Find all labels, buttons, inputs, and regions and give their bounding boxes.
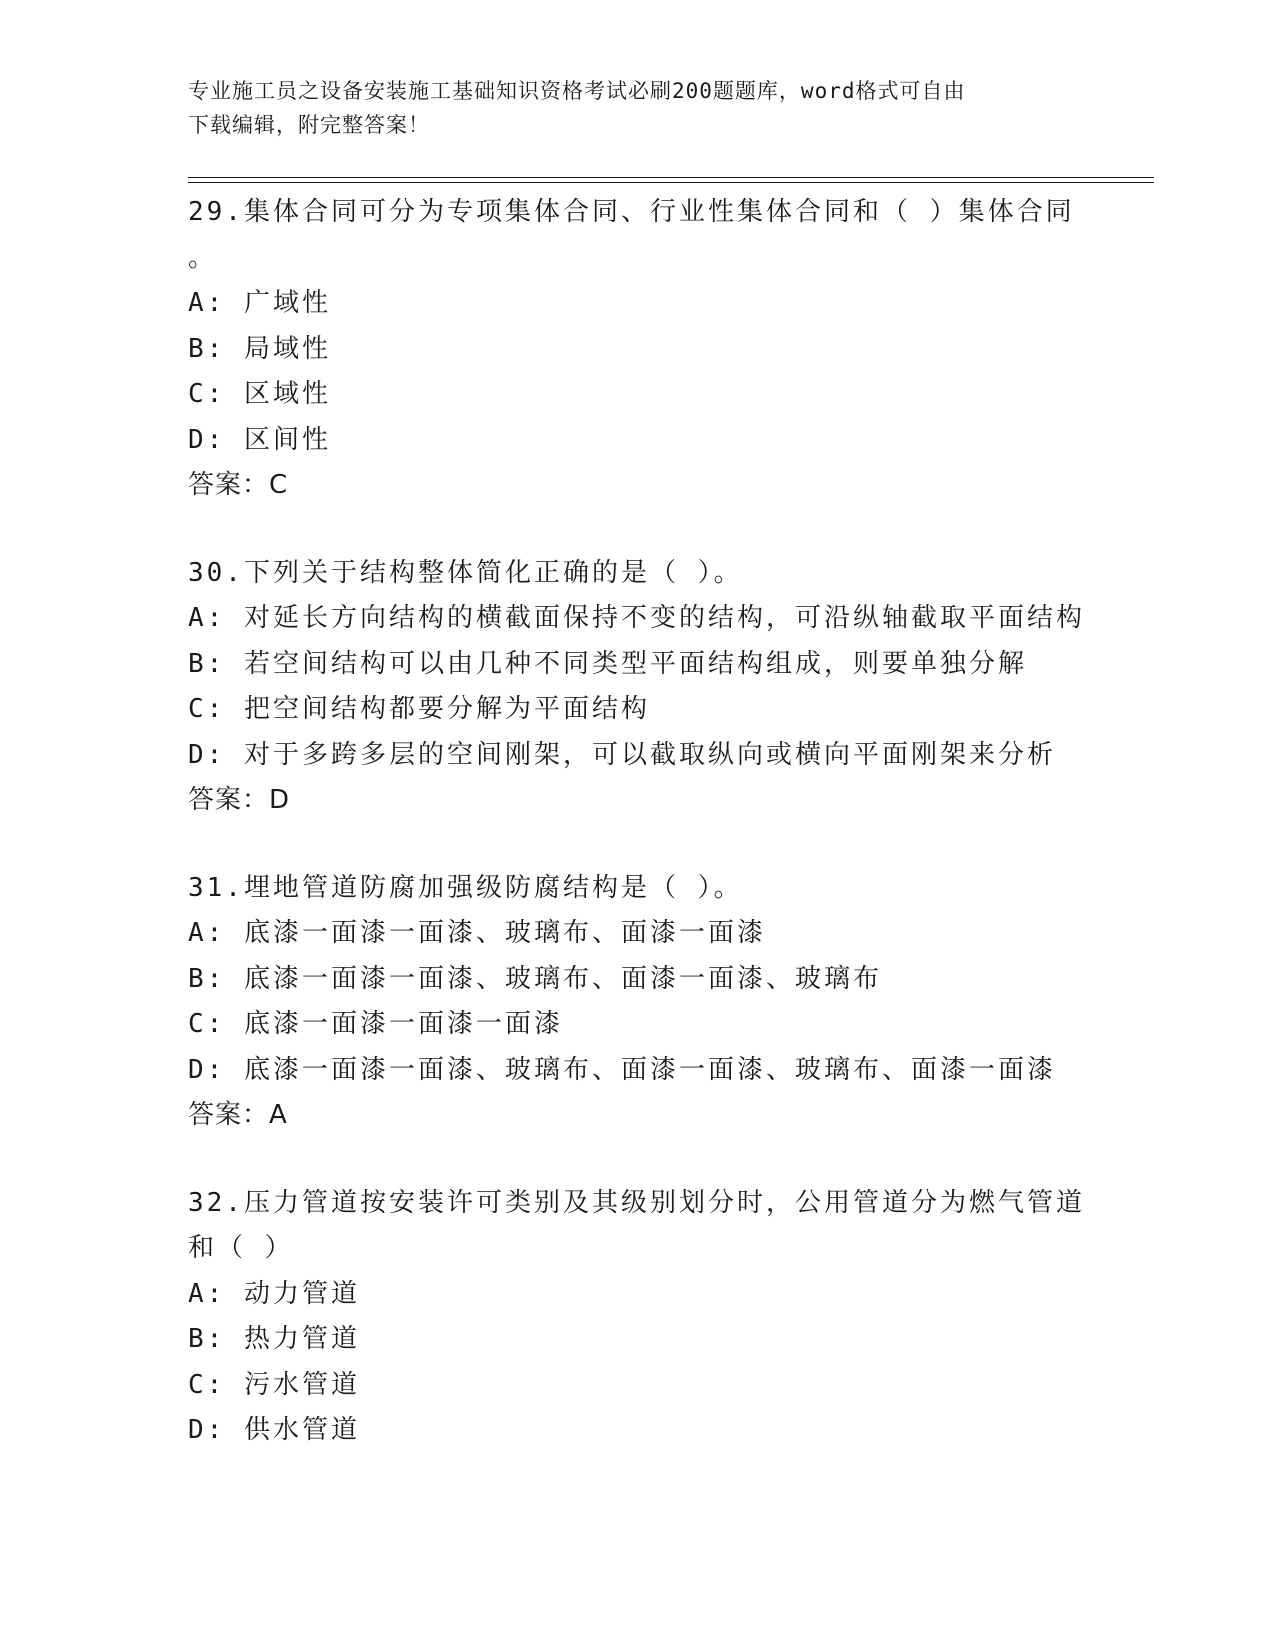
option-a: A: 底漆一面漆一面漆、玻璃布、面漆一面漆 [188,918,766,948]
question-stem: 29.集体合同可分为专项集体合同、行业性集体合同和（ ）集体合同 [188,197,1075,227]
option-b: B: 局域性 [188,333,331,364]
option-d: D: 供水管道 [188,1415,360,1445]
option-d: D: 对于多跨多层的空间刚架，可以截取纵向或横向平面刚架来分析 [188,739,1056,770]
answer: 答案：A [188,1100,288,1130]
answer: 答案：D [188,785,291,815]
question-list [188,190,1148,1454]
question-31 [188,866,1148,1139]
question-stem-continuation: 和（ ） [188,1233,294,1263]
question-stem-continuation: 。 [188,242,218,273]
option-c: C: 把空间结构都要分解为平面结构 [188,694,650,724]
option-a: A: 动力管道 [188,1278,360,1309]
document-header [188,74,1068,142]
question-30 [188,551,1148,824]
header-line-1: 专业施工员之设备安装施工基础知识资格考试必刷200题题库，word格式可自由 [188,79,966,103]
option-d: D: 底漆一面漆一面漆、玻璃布、面漆一面漆、玻璃布、面漆一面漆 [188,1054,1056,1085]
option-b: B: 热力管道 [188,1324,360,1354]
option-c: C: 底漆一面漆一面漆一面漆 [188,1009,563,1039]
option-a: A: 对延长方向结构的横截面保持不变的结构，可沿纵轴截取平面结构 [188,603,1085,633]
header-line-2: 下载编辑，附完整答案！ [188,113,430,137]
option-a: A: 广域性 [188,288,331,318]
option-c: C: 区域性 [188,379,331,409]
option-b: B: 若空间结构可以由几种不同类型平面结构组成，则要单独分解 [188,648,1027,679]
question-stem: 31.埋地管道防腐加强级防腐结构是（ ）。 [188,872,743,903]
question-32 [188,1181,1148,1454]
question-stem: 30.下列关于结构整体简化正确的是（ ）。 [188,557,743,588]
option-b: B: 底漆一面漆一面漆、玻璃布、面漆一面漆、玻璃布 [188,963,882,994]
header-divider-bottom [188,182,1154,183]
option-c: C: 污水管道 [188,1369,360,1400]
question-29 [188,190,1148,509]
option-d: D: 区间性 [188,424,331,455]
answer: 答案：C [188,470,289,500]
question-stem: 32.压力管道按安装许可类别及其级别划分时，公用管道分为燃气管道 [188,1187,1085,1218]
header-divider-top [188,177,1154,178]
